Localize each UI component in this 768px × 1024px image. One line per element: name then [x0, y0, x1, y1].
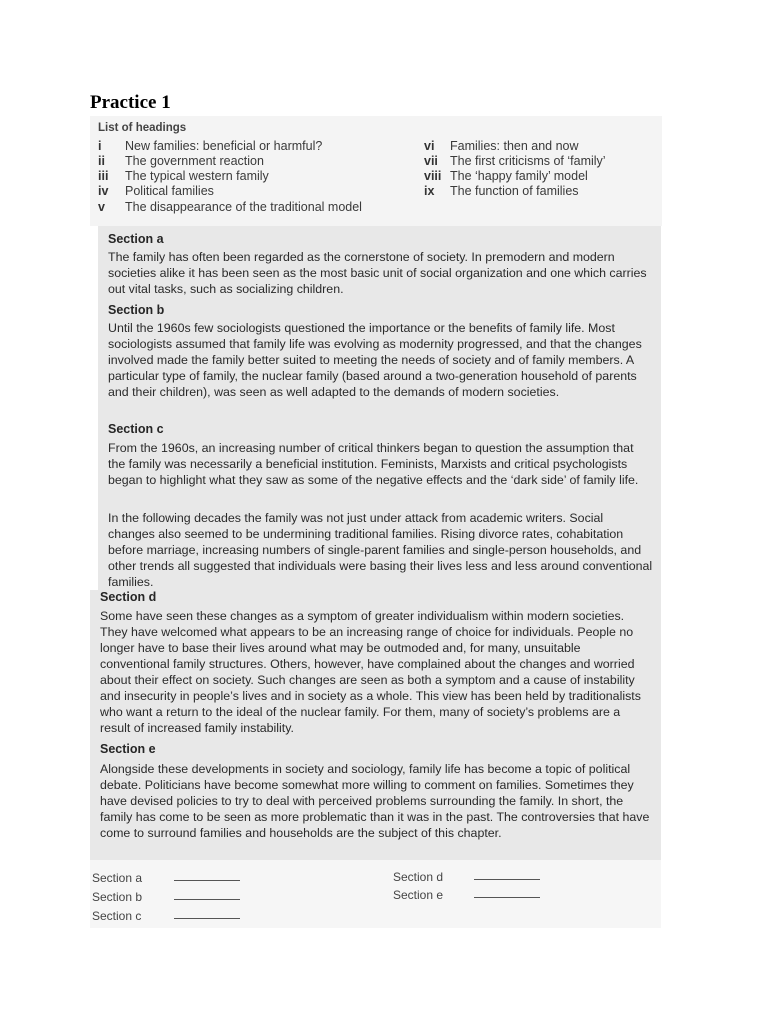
section-d-text: Some have seen these changes as a symptom of greater individualism within modern societies. They have welcomed what appears to be an increasing range of choice for individuals. People no longer have to base their lives around what may be outmoded and, for many, unsuitable conventional family structures. Others, however, have complained about the changes and worried about their effect on society. Such changes are seen as both a symptom and a cause of instability and insecurity in people’s lives and in society as a whole. This view has been held by traditionalists who want a return to the ideal of the nuclear family. For them, many of society’s problems are a result of increased family instability. [100, 609, 641, 735]
answer-area [90, 860, 661, 928]
sections-panel-upper [98, 226, 661, 591]
section-e-title: Section e [100, 742, 156, 756]
page-title: Practice 1 [90, 92, 171, 113]
heading-text: The first criticisms of ‘family’ [450, 154, 606, 168]
section-b-text: Until the 1960s few sociologists questioned the importance or the benefits of family life. Most sociologists assumed that family life was evolving as modernity progressed, and that the changes involved made the family better suited to meeting the needs of society and of family members. A particular type of family, the nuclear family (based around a two-generation household of parents and their children), was seen as well adapted to the demands of modern societies. [108, 321, 642, 399]
heading-text: The typical western family [125, 169, 269, 183]
heading-item [424, 154, 606, 169]
answer-blank-c[interactable] [174, 918, 240, 919]
heading-text: Political families [125, 184, 214, 198]
sections-panel-lower [90, 590, 661, 860]
heading-item [98, 154, 264, 169]
section-c-text: From the 1960s, an increasing number of critical thinkers began to question the assumption that the family was necessarily a beneficial institution. Feminists, Marxists and critical psychologists began to highlight what they saw as some of the negative effects and the ‘dark side’ of family life. [108, 441, 639, 487]
heading-text: The ‘happy family’ model [450, 169, 588, 183]
answer-label-d: Section d [393, 870, 444, 884]
heading-item [98, 169, 269, 184]
headings-panel [90, 116, 662, 226]
heading-number: i [98, 139, 102, 153]
heading-item [98, 200, 362, 215]
section-a-title: Section a [108, 232, 164, 246]
section-b-title: Section b [108, 303, 165, 317]
section-e-text: Alongside these developments in society and sociology, family life has become a topic of political debate. Politicians have become somewhat more willing to comment on families. Sometimes they have devised policies to try to deal with perceived problems surrounding the family. In short, the family has come to be seen as more problematic than it was in the past. The controversies that have come to surround families and households are the subject of this chapter. [100, 762, 650, 840]
headings-list-title: List of headings [98, 122, 187, 134]
heading-number: vii [424, 154, 438, 168]
heading-item [98, 184, 214, 199]
heading-text: Families: then and now [450, 139, 579, 153]
answer-blank-e[interactable] [474, 897, 540, 898]
heading-text: The disappearance of the traditional model [125, 200, 362, 214]
answer-blank-a[interactable] [174, 880, 240, 881]
section-a-text: The family has often been regarded as the cornerstone of society. In premodern and modern societies alike it has been seen as the most basic unit of social organization and one which carries out vital tasks, such as socializing children. [108, 250, 647, 296]
answer-blank-d[interactable] [474, 879, 540, 880]
heading-number: ix [424, 184, 435, 198]
answer-blank-b[interactable] [174, 899, 240, 900]
heading-number: viii [424, 169, 442, 183]
section-d-title: Section d [100, 590, 157, 604]
answer-label-b: Section b [92, 890, 143, 904]
section-c-title: Section c [108, 422, 164, 436]
heading-number: vi [424, 139, 435, 153]
heading-number: iv [98, 184, 109, 198]
heading-item [424, 169, 588, 184]
heading-number: ii [98, 154, 105, 168]
section-c-text-2: In the following decades the family was not just under attack from academic writers. Social changes also seemed to be undermining traditional families. Rising divorce rates, cohabitation before marriage, increasing numbers of single-parent families and single-person households, and other trends all suggested that individuals were basing their lives less and less around conventional families. [108, 511, 653, 589]
heading-item [424, 139, 579, 154]
heading-text: The government reaction [125, 154, 264, 168]
heading-text: New families: beneficial or harmful? [125, 139, 323, 153]
answer-label-a: Section a [92, 871, 143, 885]
answer-label-e: Section e [393, 888, 444, 902]
heading-number: iii [98, 169, 109, 183]
heading-text: The function of families [450, 184, 579, 198]
heading-item [424, 184, 579, 199]
heading-item [98, 139, 322, 154]
heading-number: v [98, 200, 105, 214]
answer-label-c: Section c [92, 909, 142, 923]
